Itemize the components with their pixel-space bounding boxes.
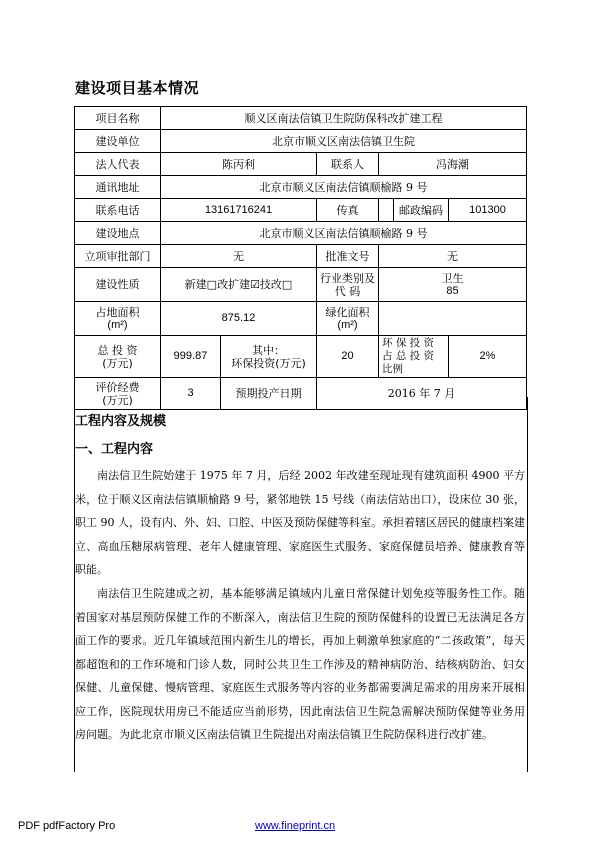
industry-code: 85 bbox=[446, 284, 459, 297]
fax-label: 传真 bbox=[317, 199, 379, 222]
contact-label: 联系人 bbox=[317, 153, 379, 176]
table-row bbox=[75, 176, 527, 199]
postcode-value: 101300 bbox=[449, 199, 527, 222]
industry-label: 行业类别及 代 码 bbox=[317, 268, 379, 302]
approval-no-label: 批准文号 bbox=[317, 245, 379, 268]
table-row bbox=[75, 199, 527, 222]
green-value bbox=[379, 302, 527, 336]
invest-unit: (万元) bbox=[102, 356, 133, 370]
table-row bbox=[75, 222, 527, 245]
env-invest-label-2: 环保投资(万元) bbox=[231, 356, 306, 370]
builder-label: 建设单位 bbox=[75, 130, 161, 153]
project-info-table bbox=[74, 106, 527, 410]
table-row bbox=[75, 130, 527, 153]
paragraph: 南法信卫生院始建于 1975 年 7 月，后经 2002 年改建至现址现有建筑面积 4900 平方米，位于顺义区南法信镇顺榆路 9 号，紧邻地铁 15 号线（南法信站出口），设床位 30 张，职工 90 人，设有内、外、妇、口腔、中医及预防保健等科室。承担着辖区居民的健康档案建立、高血压糖尿病管理、老年人健康管理、家庭医生式服务、家庭保健员培养、健康教育等职能。 bbox=[75, 469, 525, 576]
env-ratio-value: 2% bbox=[449, 336, 527, 378]
table-row bbox=[75, 153, 527, 176]
phone-value: 13161716241 bbox=[161, 199, 317, 222]
green-label: 绿化面积 bbox=[325, 305, 370, 319]
invest-value: 999.87 bbox=[161, 336, 221, 378]
address-value: 北京市顺义区南法信镇顺榆路 9 号 bbox=[161, 176, 527, 199]
area-label: 占地面积 bbox=[95, 305, 140, 319]
nature-label: 建设性质 bbox=[75, 268, 161, 302]
footer-producer: PDF pdfFactory Pro bbox=[18, 820, 116, 832]
builder-value: 北京市顺义区南法信镇卫生院 bbox=[161, 130, 527, 153]
eval-fee-value: 3 bbox=[161, 378, 221, 410]
table-row bbox=[75, 245, 527, 268]
env-invest-label-1: 其中： bbox=[252, 343, 285, 357]
table-row bbox=[75, 268, 527, 302]
green-unit: (m²) bbox=[337, 318, 358, 331]
eval-fee-label: 评价经费 bbox=[95, 380, 140, 394]
approval-no-value: 无 bbox=[379, 245, 527, 268]
nature-value: 新建□改扩建☑技改□ bbox=[161, 268, 317, 302]
prod-date-value: 2016 年 7 月 bbox=[317, 378, 527, 410]
site-value: 北京市顺义区南法信镇顺榆路 9 号 bbox=[161, 222, 527, 245]
phone-label: 联系电话 bbox=[75, 199, 161, 222]
contact-value: 冯海潮 bbox=[379, 153, 527, 176]
industry-value: 卫生 bbox=[441, 271, 464, 285]
invest-label: 总 投 资 bbox=[97, 343, 138, 357]
fax-value bbox=[379, 199, 394, 221]
prod-date-label: 预期投产日期 bbox=[221, 378, 317, 410]
env-invest-value: 20 bbox=[317, 336, 379, 378]
paragraph: 南法信卫生院建成之初，基本能够满足镇域内儿童日常保健计划免疫等服务性工作。随着国家对基层预防保健工作的不断深入，南法信卫生院的预防保健科的设置已无法满足各方面工作的要求。近几年镇域范围内新生儿的增长，再加上刺激单独家庭的“二孩政策”，每天都超饱和的工作环境和门诊人数，同时公共卫生工作涉及的精神病防治、结核病防治、妇女保健、儿童保健、慢病管理、家庭医生式服务等内容的业务都需要满足需求的用房来开展相应工作，医院现状用房已不能适应当前形势，因此南法信卫生院急需解决预防保健等业务用房问题。为此北京市顺义区南法信镇卫生院提出对南法信镇卫生院防保科进行改扩建。 bbox=[75, 587, 525, 741]
area-value: 875.12 bbox=[161, 302, 317, 336]
section-heading: 工程内容及规模 bbox=[75, 414, 167, 429]
eval-fee-unit: (万元) bbox=[102, 393, 133, 407]
approval-dept-label: 立项审批部门 bbox=[75, 245, 161, 268]
project-name-label: 项目名称 bbox=[75, 107, 161, 130]
legal-rep-label: 法人代表 bbox=[75, 153, 161, 176]
page-title: 建设项目基本情况 bbox=[75, 79, 200, 97]
address-label: 通讯地址 bbox=[75, 176, 161, 199]
table-row bbox=[75, 336, 527, 378]
postcode-label: 邮政编码 bbox=[399, 203, 443, 217]
env-ratio-label: 环 保 投 资 占 总 投 资 比例 bbox=[379, 336, 449, 378]
subsection-heading: 一、工程内容 bbox=[75, 442, 154, 457]
site-label: 建设地点 bbox=[75, 222, 161, 245]
approval-dept-value: 无 bbox=[161, 245, 317, 268]
table-row bbox=[75, 107, 527, 130]
table-row bbox=[75, 302, 527, 336]
area-unit: (m²) bbox=[107, 318, 128, 331]
project-name-value: 顺义区南法信镇卫生院防保科改扩建工程 bbox=[161, 107, 527, 130]
footer-link[interactable]: www.fineprint.cn bbox=[255, 820, 336, 832]
legal-rep-value: 陈丙利 bbox=[161, 153, 317, 176]
